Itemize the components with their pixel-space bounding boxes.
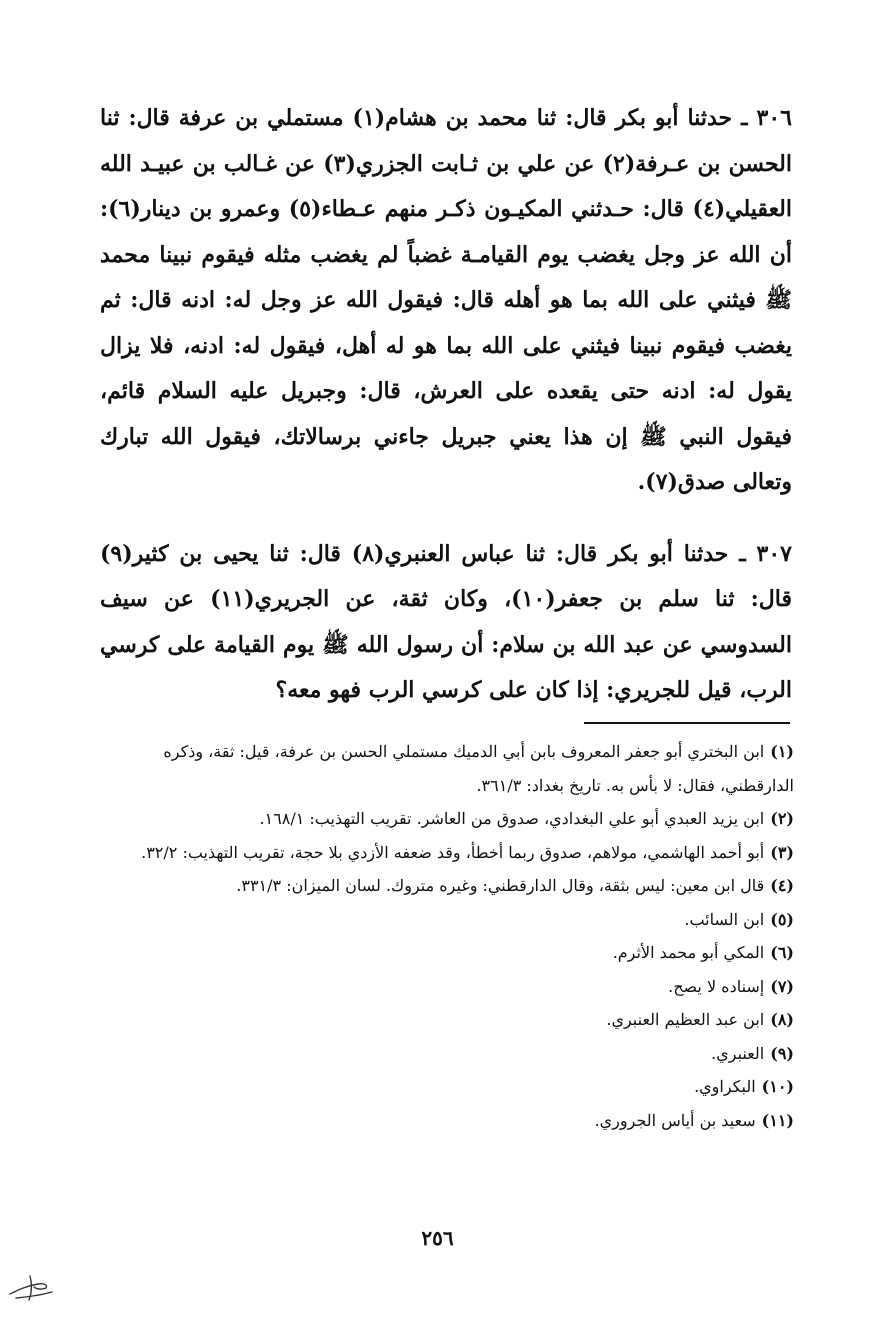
entry-text: ـ حدثنا أبو بكر قال: ثنا عباس العنبري(٨) قال: ثنا يحيى بن كثير(٩) قال: ثنا سلم بن جعفر(١٠)، وكان ثقة، عن الجريري(١١) عن سيف السدوسي عن عبد الله بن سلام: أن رسول الله ﷺ يوم القيامة على كرسي الرب، قيل للجريري: إذا كان على كرسي الرب فهو معه؟ — [100, 540, 792, 703]
footnote-text: سعيد بن أياس الجروري. — [594, 1110, 756, 1130]
footnotes-list — [100, 735, 794, 1137]
footnote — [100, 1104, 794, 1138]
footnote-text: العنبري. — [711, 1043, 765, 1063]
footnote — [100, 802, 794, 836]
footnote-text: قال ابن معين: ليس بثقة، وقال الدارقطني: وغيره متروك. لسان الميزان: ٣٣١/٣. — [236, 876, 765, 895]
entry-number: ٣٠٧ — [756, 540, 792, 567]
handwritten-signature-icon — [8, 1270, 54, 1304]
footnote-text: إسناده لا يصح. — [668, 976, 765, 996]
footnote — [100, 1003, 794, 1037]
footnote — [100, 903, 794, 937]
footnote-number: (٨) — [770, 1010, 794, 1029]
footnote-text: المكي أبو محمد الأثرم. — [612, 943, 765, 962]
entry-text: ـ حدثنا أبو بكر قال: ثنا محمد بن هشام(١) مستملي بن عرفة قال: ثنا الحسن بن عـرفة(٢) عن علي بن ثـابت الجزري(٣) عن غـالب بن عبيـد الله العقيلي(٤) قال: حـدثني المكيـون ذكـر منهم عـطاء(٥) وعمرو بن دينار(٦): أن الله عز وجل يغضب يوم القيامـة غضباً لم يغضب مثله فيقوم نبينا محمد ﷺ فيثني على الله بما هو أهله قال: فيقول الله عز وجل له: ادنه قال: ثم يغضب فيقوم نبينا فيثني على الله بما هو له أهل، فيقول له: ادنه، فلا يزال يقول له: ادنه حتى يقعده على العرش، قال: وجبريل عليه السلام قائم، فيقول النبي ﷺ إن هذا يعني جبريل جاءني برسالاتك، فيقول الله تبارك وتعالى صدق(٧). — [100, 105, 792, 495]
footnote-text: البكراوي. — [694, 1077, 756, 1096]
footnote-number: (١) — [770, 742, 794, 761]
footnote-number: (٤) — [770, 876, 794, 895]
footnote-text: ابن السائب. — [684, 909, 765, 929]
footnote-number: (١١) — [761, 1110, 794, 1130]
footnote — [100, 936, 794, 970]
main-text — [100, 96, 792, 714]
footnote — [100, 1037, 794, 1071]
footnote — [100, 1070, 794, 1104]
footnote-number: (٣) — [770, 842, 794, 862]
footnote-number: (٥) — [770, 909, 794, 929]
entry-number: ٣٠٦ — [756, 105, 792, 131]
footnote-number: (٧) — [770, 976, 794, 996]
footnote-number: (٢) — [770, 809, 794, 828]
footnote — [100, 836, 794, 870]
hadith-entry-306 — [100, 96, 792, 506]
footnote-text: ابن البختري أبو جعفر المعروف بابن أبي الدميك مستملي الحسن بن عرفة، قيل: ثقة، وذكره الدارقطني، فقال: لا بأس به. تاريخ بغداد: ٣٦١/٣. — [163, 742, 794, 795]
footnote-text: أبو أحمد الهاشمي، مولاهم، صدوق ربما أخطأ، وقد ضعفه الأزدي بلا حجة، تقريب التهذيب: ٣٢/٢. — [141, 842, 765, 862]
footnote — [100, 869, 794, 903]
footnote-divider — [584, 722, 790, 724]
footnote — [100, 970, 794, 1004]
hadith-entry-307 — [100, 532, 792, 714]
footnote-number: (٩) — [770, 1043, 794, 1063]
footnote-text: ابن عبد العظيم العنبري. — [606, 1010, 765, 1029]
footnote-text: ابن يزيد العبدي أبو علي البغدادي، صدوق من العاشر. تقريب التهذيب: ١٦٨/١. — [259, 809, 765, 828]
page-number: ٢٥٦ — [421, 1226, 454, 1250]
footnote-number: (٦) — [770, 943, 794, 962]
footnote — [100, 735, 794, 802]
footnote-number: (١٠) — [761, 1077, 794, 1096]
